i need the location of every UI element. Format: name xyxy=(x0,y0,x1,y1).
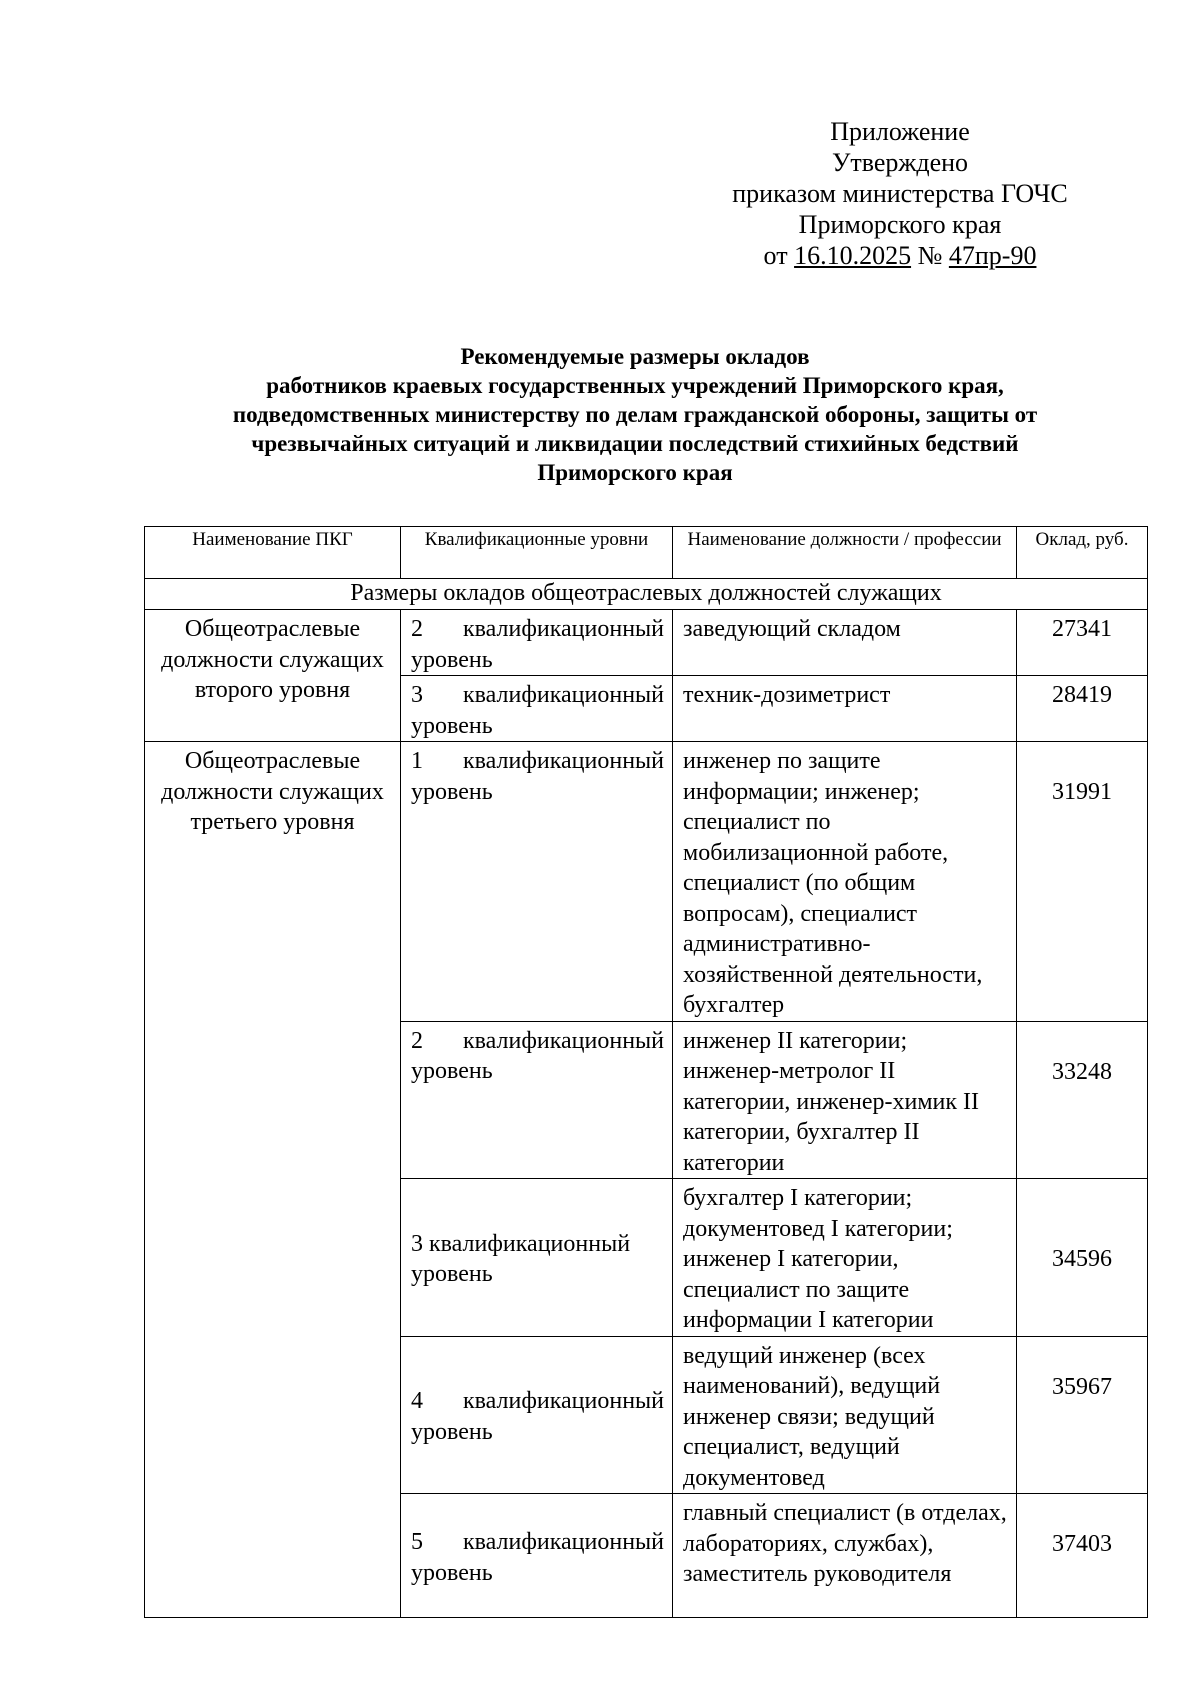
position-cell: заведующий складом xyxy=(673,610,1017,676)
position-cell: бухгалтер I категории; документовед I категории; инженер I категории, специалист по защите информации I категории xyxy=(673,1179,1017,1337)
level-tail: уровень xyxy=(411,1418,493,1445)
approval-region: Приморского края xyxy=(798,210,1002,239)
salary-cell: 31991 xyxy=(1017,742,1148,1022)
salary-cell: 37403 xyxy=(1017,1494,1148,1618)
pkg-name: Общеотраслевые должности служащих второго уровня xyxy=(145,610,401,742)
position-cell: ведущий инженер (всех наименований), ведущий инженер связи; ведущий специалист, ведущий документовед xyxy=(673,1336,1017,1494)
level-cell xyxy=(401,1021,673,1179)
level-number: 3 xyxy=(411,1230,423,1257)
pkg-name: Общеотраслевые должности служащих третьего уровня xyxy=(145,742,401,1618)
level-cell xyxy=(401,1336,673,1494)
header-salary: Оклад, руб. xyxy=(1017,527,1148,579)
approval-number: 47пр-90 xyxy=(948,241,1037,270)
level-number: 3 xyxy=(411,682,423,708)
level-number: 2 xyxy=(411,616,423,642)
position-cell: инженер по защите информации; инженер; специалист по мобилизационной работе, специалист (по общим вопросам), специалист административно-хозяйственной деятельности, бухгалтер xyxy=(673,742,1017,1022)
position-cell: техник-дозиметрист xyxy=(673,676,1017,742)
approval-block xyxy=(700,116,1100,271)
salary-table xyxy=(144,526,1148,1618)
approval-approved: Утверждено xyxy=(831,148,969,177)
level-cell xyxy=(401,610,673,676)
level-word: квалификационный xyxy=(429,1230,631,1257)
level-tail: уровень xyxy=(411,1261,493,1288)
approval-number-prefix: № xyxy=(917,241,943,270)
section-title: Размеры окладов общеотраслевых должностей служащих xyxy=(145,579,1148,610)
approval-appendix: Приложение xyxy=(830,117,970,146)
salary-cell: 27341 xyxy=(1017,610,1148,676)
level-number: 4 xyxy=(411,1388,423,1415)
level-tail: уровень xyxy=(411,778,493,805)
position-cell: инженер II категории; инженер-метролог II категории, инженер-химик II категории, бухгалтер II категории xyxy=(673,1021,1017,1179)
approval-date: 16.10.2025 xyxy=(794,241,912,270)
section-row xyxy=(145,579,1148,610)
approval-date-line xyxy=(700,240,1100,271)
level-word: квалификационный xyxy=(462,748,664,774)
level-number: 1 xyxy=(411,748,423,774)
level-cell xyxy=(401,1179,673,1337)
title-line-4: чрезвычайных ситуаций и ликвидации последствий стихийных бедствий xyxy=(251,431,1019,456)
title-line-3: подведомственных министерству по делам гражданской обороны, защиты от xyxy=(232,402,1038,427)
level-word: квалификационный xyxy=(462,616,664,642)
header-position: Наименование должности / профессии xyxy=(673,527,1017,579)
level-cell xyxy=(401,676,673,742)
approval-order: приказом министерства ГОЧС xyxy=(732,179,1068,208)
table-row xyxy=(145,610,1148,676)
title-line-5: Приморского края xyxy=(537,460,733,485)
level-word: квалификационный xyxy=(462,682,664,708)
header-levels: Квалификационные уровни xyxy=(401,527,673,579)
salary-cell: 28419 xyxy=(1017,676,1148,742)
level-number: 2 xyxy=(411,1027,423,1054)
level-cell xyxy=(401,742,673,1022)
level-tail: уровень xyxy=(411,1559,493,1586)
level-word: квалификационный xyxy=(462,1027,664,1054)
table-header-row xyxy=(145,527,1148,579)
position-cell: главный специалист (в отделах, лабораториях, службах), заместитель руководителя xyxy=(673,1494,1017,1618)
level-cell xyxy=(401,1494,673,1618)
salary-cell: 33248 xyxy=(1017,1021,1148,1179)
level-tail: уровень xyxy=(411,1058,493,1084)
level-tail: уровень xyxy=(411,646,493,673)
approval-date-prefix: от xyxy=(763,241,788,270)
header-pkg: Наименование ПКГ xyxy=(145,527,401,579)
salary-cell: 35967 xyxy=(1017,1336,1148,1494)
title-line-1: Рекомендуемые размеры окладов xyxy=(460,344,810,369)
level-word: квалификационный xyxy=(462,1529,664,1555)
salary-cell: 34596 xyxy=(1017,1179,1148,1337)
level-tail: уровень xyxy=(411,712,493,739)
title-line-2: работников краевых государственных учреждений Приморского края, xyxy=(266,373,1004,398)
level-number: 5 xyxy=(411,1529,423,1555)
table-row xyxy=(145,742,1148,1022)
level-word: квалификационный xyxy=(462,1388,664,1415)
document-title xyxy=(150,342,1120,487)
